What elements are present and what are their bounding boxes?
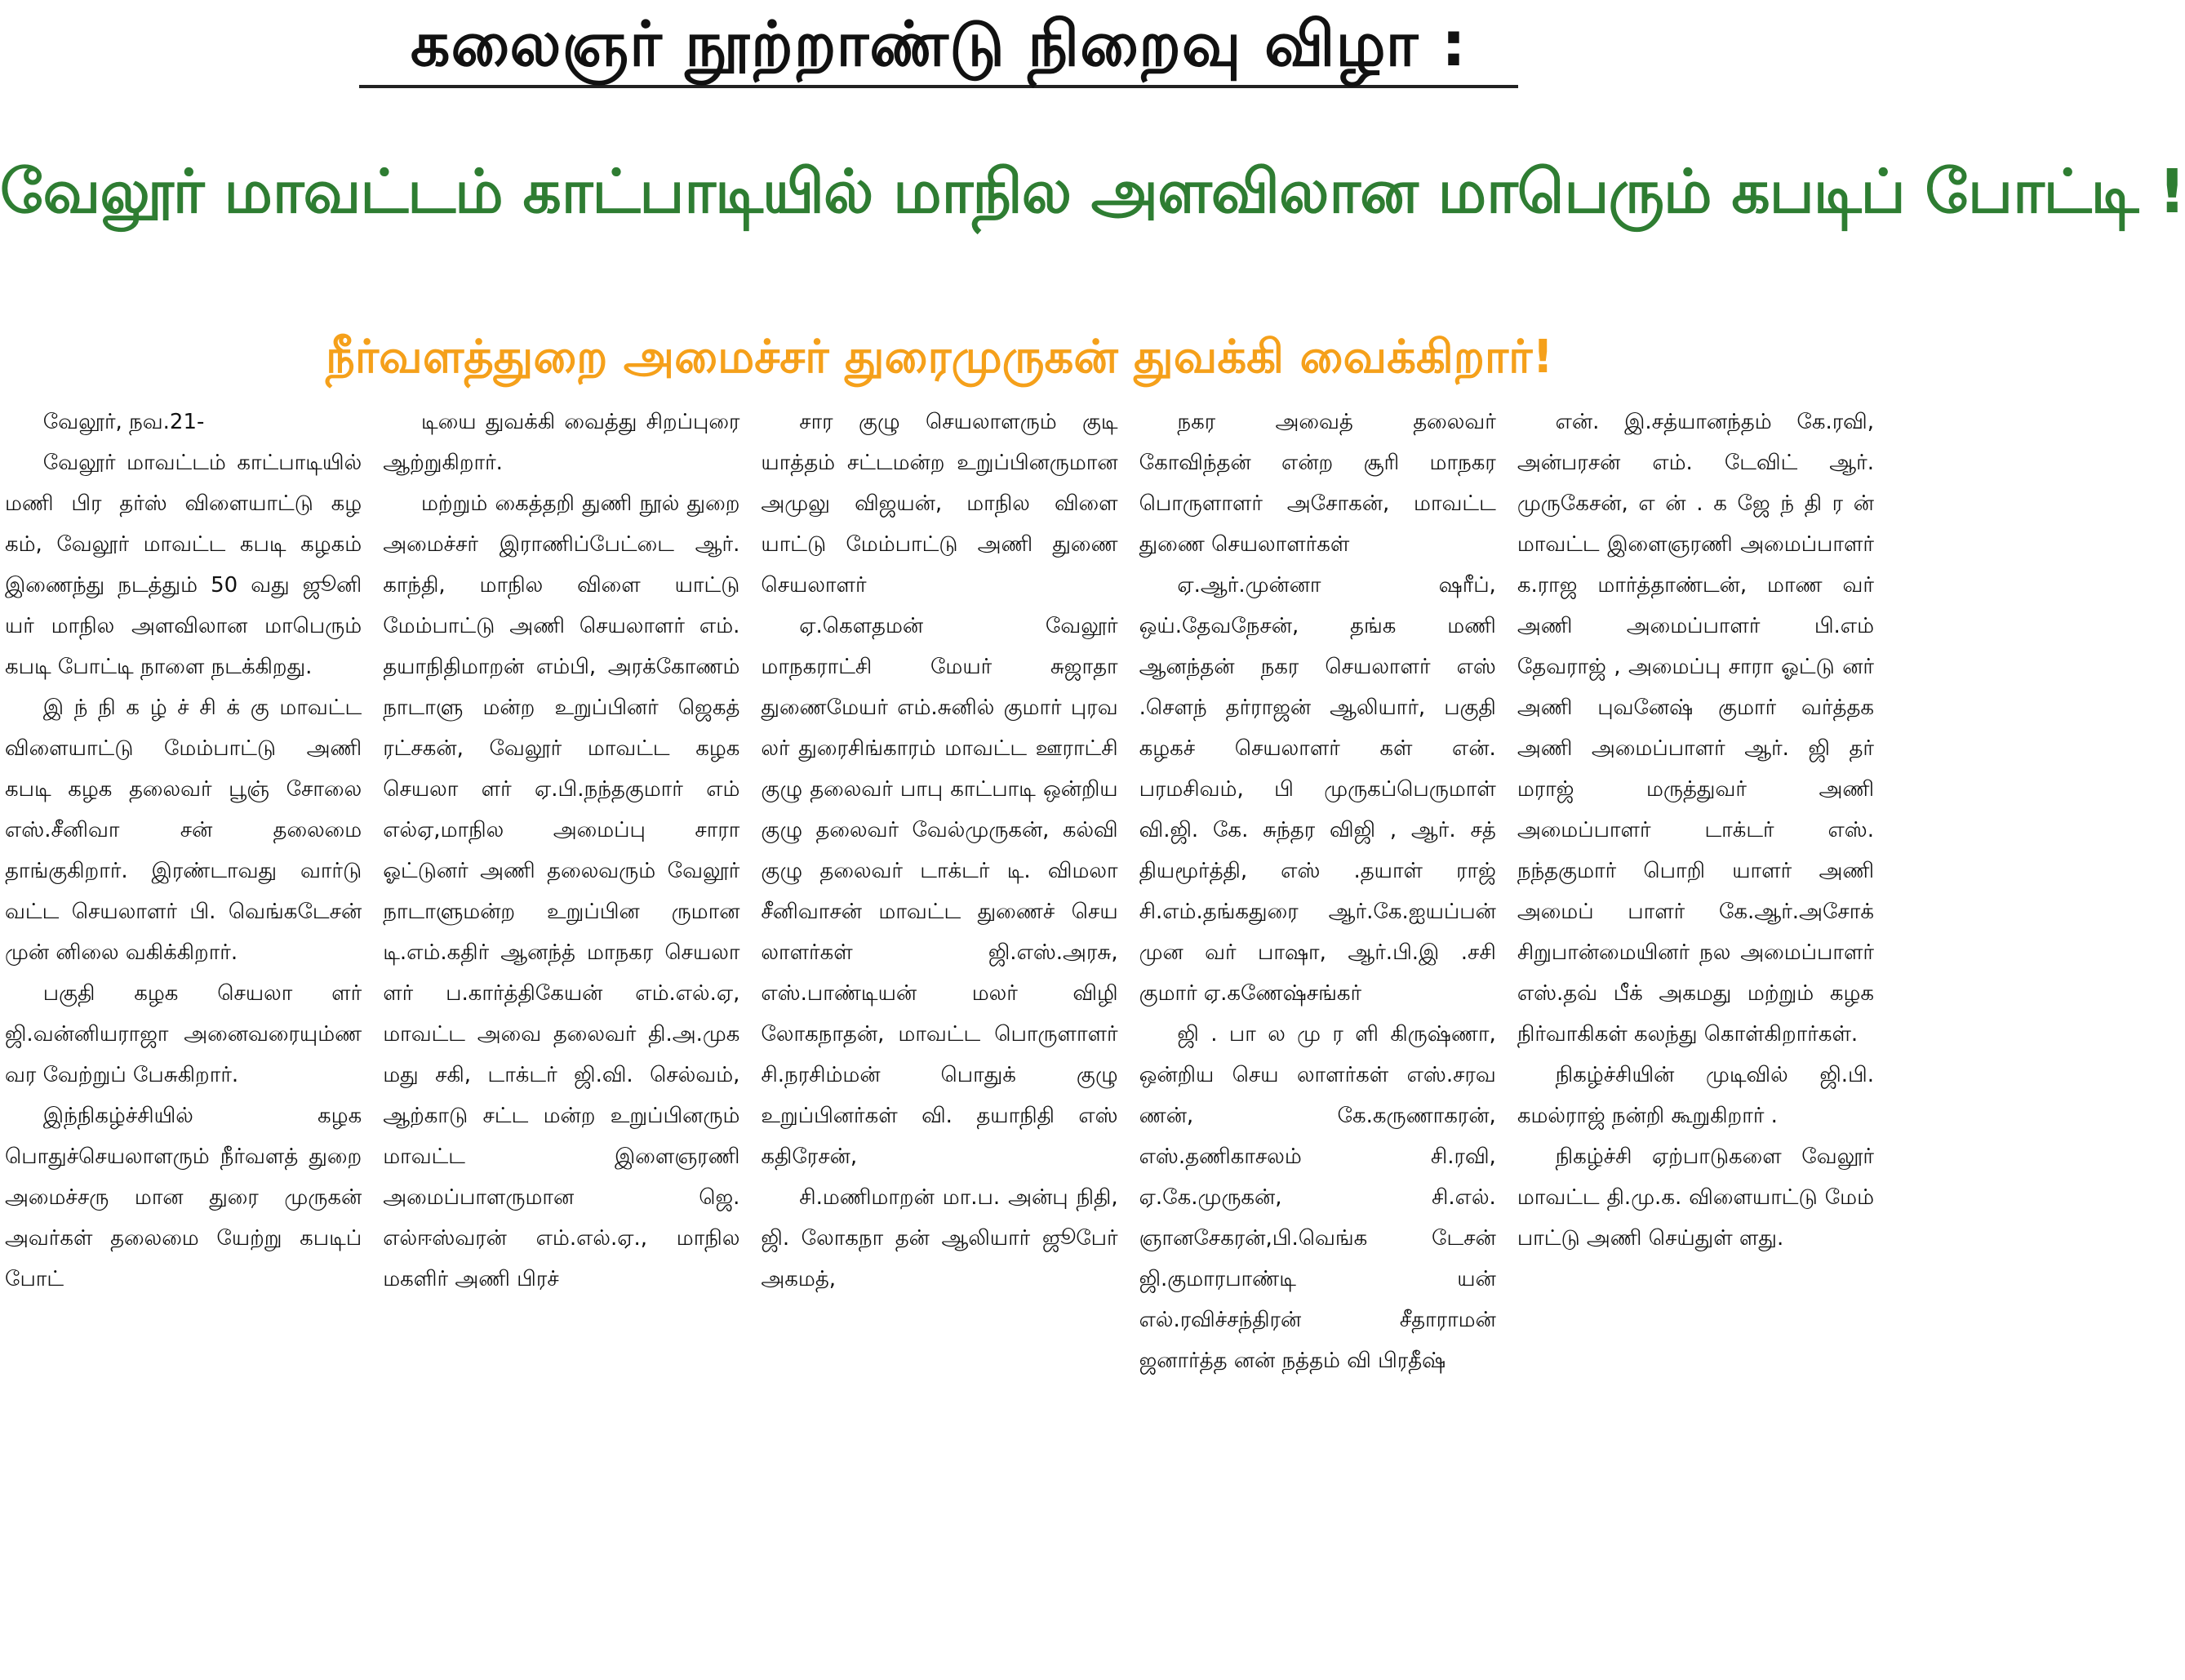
column-4 bbox=[1139, 402, 1496, 1672]
paragraph: ஏ.கௌதமன் வேலூர் மாநகராட்சி மேயர் சுஜாதா துணைமேயர் எம்.சுனில் குமார் புரவ லர் துரைசிங்காரம் மாவட்ட ஊராட்சி குழு தலைவர் பாபு காட்பாடி ஒன்றிய குழு தலைவர் வேல்முருகன், கல்வி குழு தலைவர் டாக்டர் டி. விமலா சீனிவாசன் மாவட்ட துணைச் செய லாளர்கள் ஜி.எஸ்.அரசு, எஸ்.பாண்டியன் மலர் விழி லோகநாதன், மாவட்ட பொருளாளர் சி.நரசிம்மன் பொதுக் குழு உறுப்பினர்கள் வி. தயாநிதி எஸ் கதிரேசன், bbox=[761, 614, 1118, 1169]
column-5 bbox=[1517, 402, 1874, 1672]
paragraph: நகர அவைத் தலைவர் கோவிந்தன் என்ற சூரி மாநகர பொருளாளர் அசோகன், மாவட்ட துணை செயலாளர்கள் bbox=[1139, 410, 1496, 557]
paragraph: டியை துவக்கி வைத்து சிறப்புரை ஆற்றுகிறார். bbox=[383, 410, 740, 475]
paragraph: சி.மணிமாறன் மா.ப. அன்பு நிதி, ஜி. லோகநா தன் ஆலியார் ஜூபேர் அகமத், bbox=[761, 1185, 1118, 1291]
headline: வேலூர் மாவட்டம் காட்பாடியில் மாநில அளவிலான மாபெரும் கபடிப் போட்டி ! bbox=[0, 157, 2185, 227]
column-1 bbox=[5, 402, 362, 1672]
paragraph: நிகழ்ச்சியின் முடிவில் ஜி.பி. கமல்ராஜ் நன்றி கூறுகிறார் . bbox=[1517, 1063, 1875, 1128]
paragraph: என். இ.சத்யானந்தம் கே.ரவி, அன்பரசன் எம். டேவிட் ஆர். முருகேசன், எ ன் . க ஜே ந் தி ர ன் மாவட்ட இளைஞரணி அமைப்பாளர் க.ராஜ மார்த்தாண்டன், மாண வர் அணி அமைப்பாளர் பி.எம் தேவராஜ் , அமைப்பு சாரா ஓட்டு னர் அணி புவனேஷ் குமார் வர்த்தக அணி அமைப்பாளர் ஆர். ஜி தர் மராஜ் மருத்துவர் அணி அமைப்பாளர் டாக்டர் எஸ். நந்தகுமார் பொறி யாளர் அணி அமைப் பாளர் கே.ஆர்.அசோக் சிறுபான்மையினர் நல அமைப்பாளர் எஸ்.தவ் பீக் அகமது மற்றும் கழக நிர்வாகிகள் கலந்து கொள்கிறார்கள். bbox=[1517, 410, 1875, 1047]
paragraph: மற்றும் கைத்தறி துணி நூல் துறை அமைச்சர் இராணிப்பேட்டை ஆர். காந்தி, மாநில விளை யாட்டு மேம்பாட்டு அணி செயலாளர் எம். தயாநிதிமாறன் எம்பி, அரக்கோணம் நாடாளு மன்ற உறுப்பினர் ஜெகத் ரட்சகன், வேலூர் மாவட்ட கழக செயலா ளர் ஏ.பி.நந்தகுமார் எம் எல்ஏ,மாநில அமைப்பு சாரா ஓட்டுனர் அணி தலைவரும் வேலூர் நாடாளுமன்ற உறுப்பின ருமான டி.எம்.கதிர் ஆனந்த் மாநகர செயலா ளர் ப.கார்த்திகேயன் எம்.எல்.ஏ, மாவட்ட அவை தலைவர் தி.அ.முக மது சகி, டாக்டர் ஜி.வி. செல்வம், ஆற்காடு சட்ட மன்ற உறுப்பினரும் மாவட்ட இளைஞரணி அமைப்பாளருமான ஜெ. எல்ஈஸ்வரன் எம்.எல்.ஏ., மாநில மகளிர் அணி பிரச் bbox=[383, 491, 740, 1291]
paragraph: ஜி . பா ல மு ர ளி கிருஷ்ணா, ஒன்றிய செய லாளர்கள் எஸ்.சரவ ணன், கே.கருணாகரன், எஸ்.தணிகாசலம் சி.ரவி, ஏ.கே.முருகன், சி.எல். ஞானசேகரன்,பி.வெங்க டேசன் ஜி.குமாரபாண்டி யன் எல்.ரவிச்சந்திரன் சீதாராமன் ஜனார்த்த னன் நத்தம் வி பிரதீஷ் bbox=[1139, 1022, 1496, 1373]
kicker-title: கலைஞர் நூற்றாண்டு நிறைவு விழா : bbox=[359, 7, 1518, 88]
paragraph: சார குழு செயலாளரும் குடி யாத்தம் சட்டமன்ற உறுப்பினருமான அமுலு விஜயன், மாநில விளை யாட்டு மேம்பாட்டு அணி துணை செயலாளர் bbox=[761, 410, 1118, 598]
paragraph: இ ந் நி க ழ் ச் சி க் கு மாவட்ட விளையாட்டு மேம்பாட்டு அணி கபடி கழக தலைவர் பூஞ் சோலை எஸ்.சீனிவா சன் தலைமை தாங்குகிறார். இரண்டாவது வார்டு வட்ட செயலாளர் பி. வெங்கடேசன் முன் னிலை வகிக்கிறார். bbox=[5, 696, 362, 965]
paragraph: நிகழ்ச்சி ஏற்பாடுகளை வேலூர் மாவட்ட தி.மு.க. விளையாட்டு மேம் பாட்டு அணி செய்துள் ளது. bbox=[1517, 1144, 1875, 1251]
paragraph: இந்நிகழ்ச்சியில் கழக பொதுச்செயலாளரும் நீர்வளத் துறை அமைச்சரு மான துரை முருகன் அவர்கள் தலைமை யேற்று கபடிப் போட் bbox=[5, 1104, 362, 1291]
paragraph: வேலூர், நவ.21- bbox=[42, 410, 205, 434]
article-body bbox=[5, 402, 1874, 1672]
column-3 bbox=[761, 402, 1117, 1672]
paragraph: ஏ.ஆர்.முன்னா ஷரீப், ஒய்.தேவநேசன், தங்க மணி ஆனந்தன் நகர செயலாளர் எஸ் .சௌந் தர்ராஜன் ஆலியார், பகுதி கழகச் செயலாளர் கள் என். பரமசிவம், பி முருகப்பெருமாள் வி.ஜி. கே. சுந்தர விஜி , ஆர். சத் தியமூர்த்தி, எஸ் .தயாள் ராஜ் சி.எம்.தங்கதுரை ஆர்.கே.ஐயப்பன் முன வர் பாஷா, ஆர்.பி.இ .சசி குமார் ஏ.கணேஷ்சங்கர் bbox=[1139, 573, 1496, 1006]
subheadline: நீர்வளத்துறை அமைச்சர் துரைமுருகன் துவக்கி வைக்கிறார்! bbox=[326, 331, 1553, 384]
paragraph: வேலூர் மாவட்டம் காட்பாடியில் மணி பிர தர்ஸ் விளையாட்டு கழ கம், வேலூர் மாவட்ட கபடி கழகம் இணைந்து நடத்தும் 50 வது ஜூனி யர் மாநில அளவிலான மாபெரும் கபடி போட்டி நாளை நடக்கிறது. bbox=[5, 451, 362, 679]
paragraph: பகுதி கழக செயலா ளர் ஜி.வன்னியராஜா அனைவரையும்ண வர வேற்றுப் பேசுகிறார். bbox=[5, 981, 362, 1087]
column-2 bbox=[383, 402, 739, 1672]
